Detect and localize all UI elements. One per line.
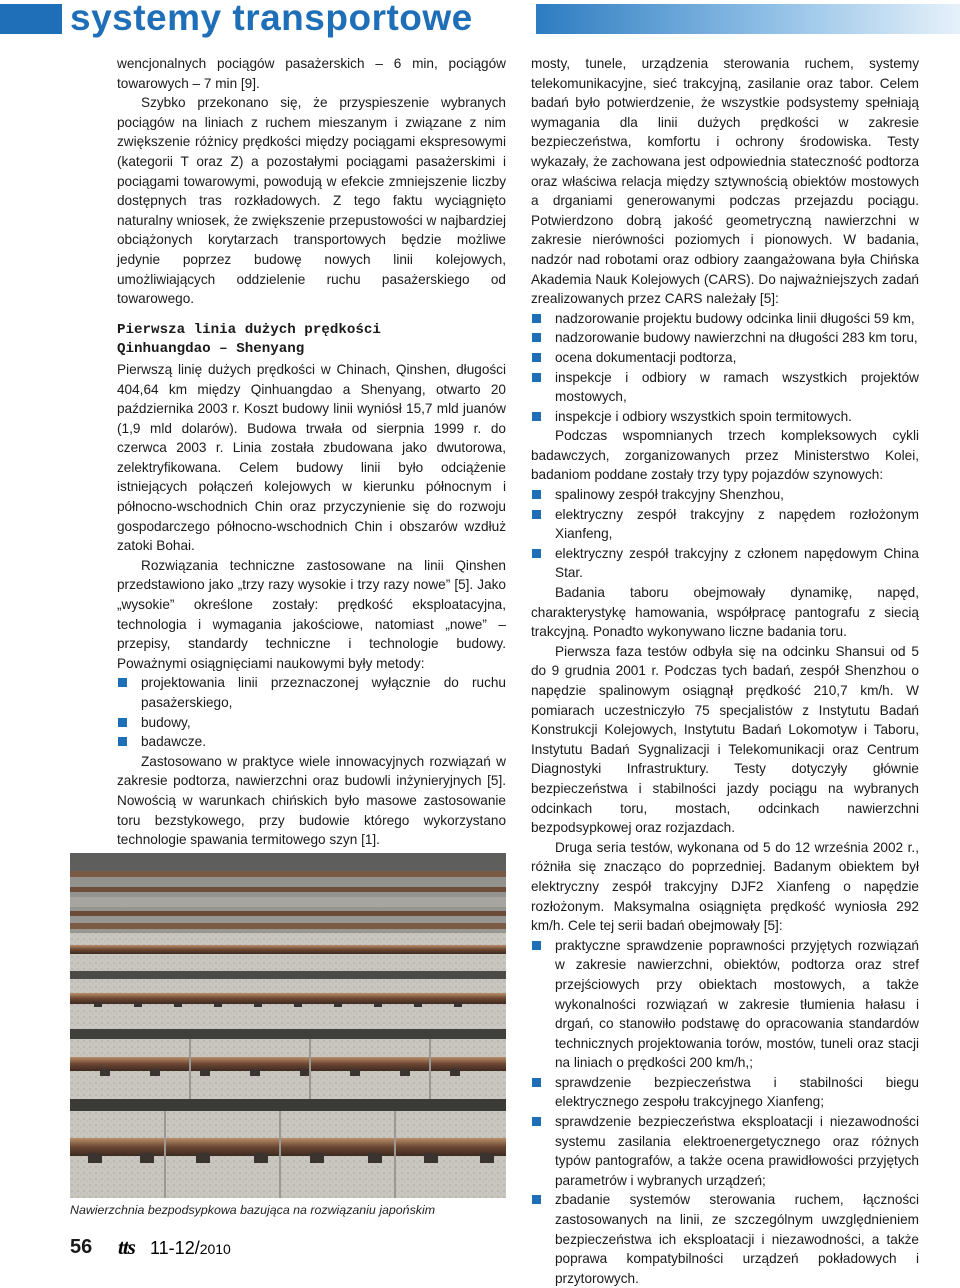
header-gradient-band (536, 4, 960, 34)
list-item: nadzorowanie budowy nawierzchni na długości 283 km toru, (531, 328, 919, 348)
page-number: 56 (70, 1236, 93, 1258)
paragraph: Podczas wspomnianych trzech kompleksowych cykli badawczych, zorganizowanych przez Ministerstwo Kolei, badaniom poddane zostały trzy typy pojazdów szynowych: (531, 428, 919, 483)
section-header (0, 0, 960, 38)
slab-track-illustration (70, 853, 506, 1198)
bullet-list (531, 485, 919, 583)
paragraph: Pierwszą linię dużych prędkości w Chinach, Qinshen, długości 404,64 km między Qinhuangdao a Shenyang, otwarto 20 października 2003 r. Koszt budowy linii wyniósł 15,7 mld juanów (1,9 mld dolarów). Budowa trwała od sierpnia 1999 r. do czerwca 2003 r. Linia została zbudowana jako dwutorowa, zelektryfikowana. Celem budowy linii było odciążenie istniejących połączeń kolejowych w kierunku północnym i północno-wschodnich Chin oraz przyczynienie się do rozwoju gospodarczego północno-wschodnich Chin i obszarów wzdłuż zatoki Bohai. (117, 361, 506, 554)
list-item: praktyczne sprawdzenie poprawności przyjętych rozwiązań w zakresie nawierzchni, obiektów, podtorza oraz stref przejściowych przy obiektach mostowych, a także wykonalności rozwiązań w zakresie tłumienia hałasu i drgań, co stanowiło podstawę do opracowania standardów technicznych projektowania torów, mostów, tuneli oraz stacji na liniach o prędkości 200 km/h,; (531, 936, 919, 1073)
bullet-list (531, 936, 919, 1288)
bullet-list (117, 673, 506, 751)
figure-caption: Nawierzchnia bezpodsypkowa bazująca na rozwiązaniu japońskim (70, 1203, 436, 1217)
issue-label: 11-12/ (150, 1238, 200, 1258)
magazine-logo: tts (118, 1235, 135, 1259)
list-item: projektowania linii przeznaczonej wyłącznie do ruchu pasażerskiego, (117, 673, 506, 712)
paragraph: Badania taboru obejmowały dynamikę, napęd, charakterystykę hamowania, współpracę pantografu z siecią trakcyjną. Ponadto wykonywano liczne badania toru. (531, 585, 919, 640)
heading-line: Pierwsza linia dużych prędkości (117, 321, 381, 338)
list-item: elektryczny zespół trakcyjny z napędem rozłożonym Xianfeng, (531, 505, 919, 544)
list-item: ocena dokumentacji podtorza, (531, 348, 919, 368)
list-item: sprawdzenie bezpieczeństwa i stabilności biegu elektrycznego zespołu trakcyjnego Xianfeng; (531, 1073, 919, 1112)
paragraph: Druga seria testów, wykonana od 5 do 12 września 2002 r., różniła się znacząco do poprzedniej. Badanym obiektem był elektryczny zespół trakcyjny DJF2 Xianfeng o napędzie rozłożonym. Maksymalna osiągnięta prędkość wyniosła 292 km/h. Cele tej serii badań obejmowały [5]: (531, 839, 919, 934)
paragraph: Pierwsza faza testów odbyła się na odcinku Shansui od 5 do 9 grudnia 2001 r. Podczas tych badań, zespół Shenzhou o napędzie spalinowym osiągnął prędkość 210,7 km/h. W pomiarach uczestniczyło 75 specjalistów z Instytutu Badań Konstrukcji Kolejowych, Instytutu Badań Lokomotyw i Taboru, Instytutu Badań Sygnalizacji i Telekomunikacji oraz Centrum Diagnostyki Infrastruktury. Testy dotyczyły głównie bezpieczeństwa i stabilności jazdy pociągu na wybranych odcinkach toru, mostach, odcinkach nawierzchni bezpodsypkowej oraz rozjazdach. (531, 643, 919, 836)
list-item: elektryczny zespół trakcyjny z członem napędowym China Star. (531, 544, 919, 583)
paragraph: mosty, tunele, urządzenia sterowania ruchem, systemy telekomunikacyjne, sieć trakcyjną, zasilanie oraz tabor. Celem badań było potwierdzenie, że wszystkie podsystemy spełniają wymagania dla linii dużych prędkości w zakresie bezpieczeństwa, komfortu i ochrony środowiska. Testy wykazały, że zachowana jest odpowiednia stateczność podtorza oraz właściwa relacja między sztywnością obiektów mostowych a drganiami generowanymi podczas przejazdu pociągu. Potwierdzono dobrą jakość geometryczną nawierzchni w zakresie nierówności poziomych i pionowych. W badania, nadzór nad robotami oraz odbiory zaangażowana była Chińska Akademia Nauk Kolejowych (CARS). Do najważniejszych zadań zrealizowanych przez CARS należały [5]: (531, 56, 919, 307)
list-item: sprawdzenie bezpieczeństwa eksploatacji i niezawodności systemu zasilania elektroenergetycznego oraz różnych typów pantografów, a także ocena prawidłowości przyjętych parametrów i wybranych urządzeń; (531, 1112, 919, 1190)
paragraph: Rozwiązania techniczne zastosowane na linii Qinshen przedstawiono jako „trzy razy wysokie i trzy razy nowe” [5]. Jako „wysokie” określone zostały: prędkość eksploatacyjna, technologia i wymagania jakościowe, natomiast „nowe” – przepisy, standardy techniczne i technologie budowy. Poważnymi osiągnięciami naukowymi były metody: (117, 557, 506, 671)
section-heading (117, 321, 506, 360)
list-item: zbadanie systemów sterowania ruchem, łączności zastosowanych na linii, ze szczególnym uwzględnieniem bezpieczeństwa ich eksploatacji i niezawodności, a także poprawa kompatybilności urządzeń pokładowych i przytorowych. (531, 1190, 919, 1288)
track-photo (70, 853, 506, 1198)
list-item: inspekcje i odbiory w ramach wszystkich projektów mostowych, (531, 368, 919, 407)
right-column (531, 54, 919, 1288)
header-blue-square (0, 4, 62, 34)
heading-line: Qinhuangdao – Shenyang (117, 341, 305, 358)
list-item: badawcze. (117, 732, 506, 752)
paragraph: wencjonalnych pociągów pasażerskich – 6 min, pociągów towarowych – 7 min [9]. (117, 56, 506, 91)
list-item: inspekcje i odbiory wszystkich spoin termitowych. (531, 407, 919, 427)
paragraph: Zastosowano w praktyce wiele innowacyjnych rozwiązań w zakresie podtorza, nawierzchni oraz budowli inżynieryjnych [5]. Nowością w warunkach chińskich było masowe zastosowanie toru bezstykowego, przy budowie którego wykorzystano technologie spawania termitowego szyn [1]. (117, 753, 506, 848)
issue-number (150, 1238, 231, 1259)
section-title: systemy transportowe (70, 0, 473, 38)
list-item: budowy, (117, 713, 506, 733)
bullet-list (531, 309, 919, 427)
issue-year: 2010 (199, 1241, 231, 1257)
list-item: nadzorowanie projektu budowy odcinka linii długości 59 km, (531, 309, 919, 329)
list-item: spalinowy zespół trakcyjny Shenzhou, (531, 485, 919, 505)
paragraph: Szybko przekonano się, że przyspieszenie wybranych pociągów na liniach z ruchem mieszanym i związane z nim zwiększenie różnicy prędkości między pociągami ekspresowymi (kategorii T oraz Z) a pozostałymi pociągami pasażerskimi i pociągami towarowymi, powodują w efekcie zmniejszenie liczby dostępnych tras rozkładowych. Z tego faktu wyciągnięto naturalny wniosek, że zwiększenie przepustowości w najbardziej obciążonych korytarzach transportowych będzie możliwe jedynie poprzez budowę nowych linii kolejowych, umożliwiających oddzielenie ruchu pasażerskiego od towarowego. (117, 95, 506, 307)
left-column (117, 54, 506, 889)
